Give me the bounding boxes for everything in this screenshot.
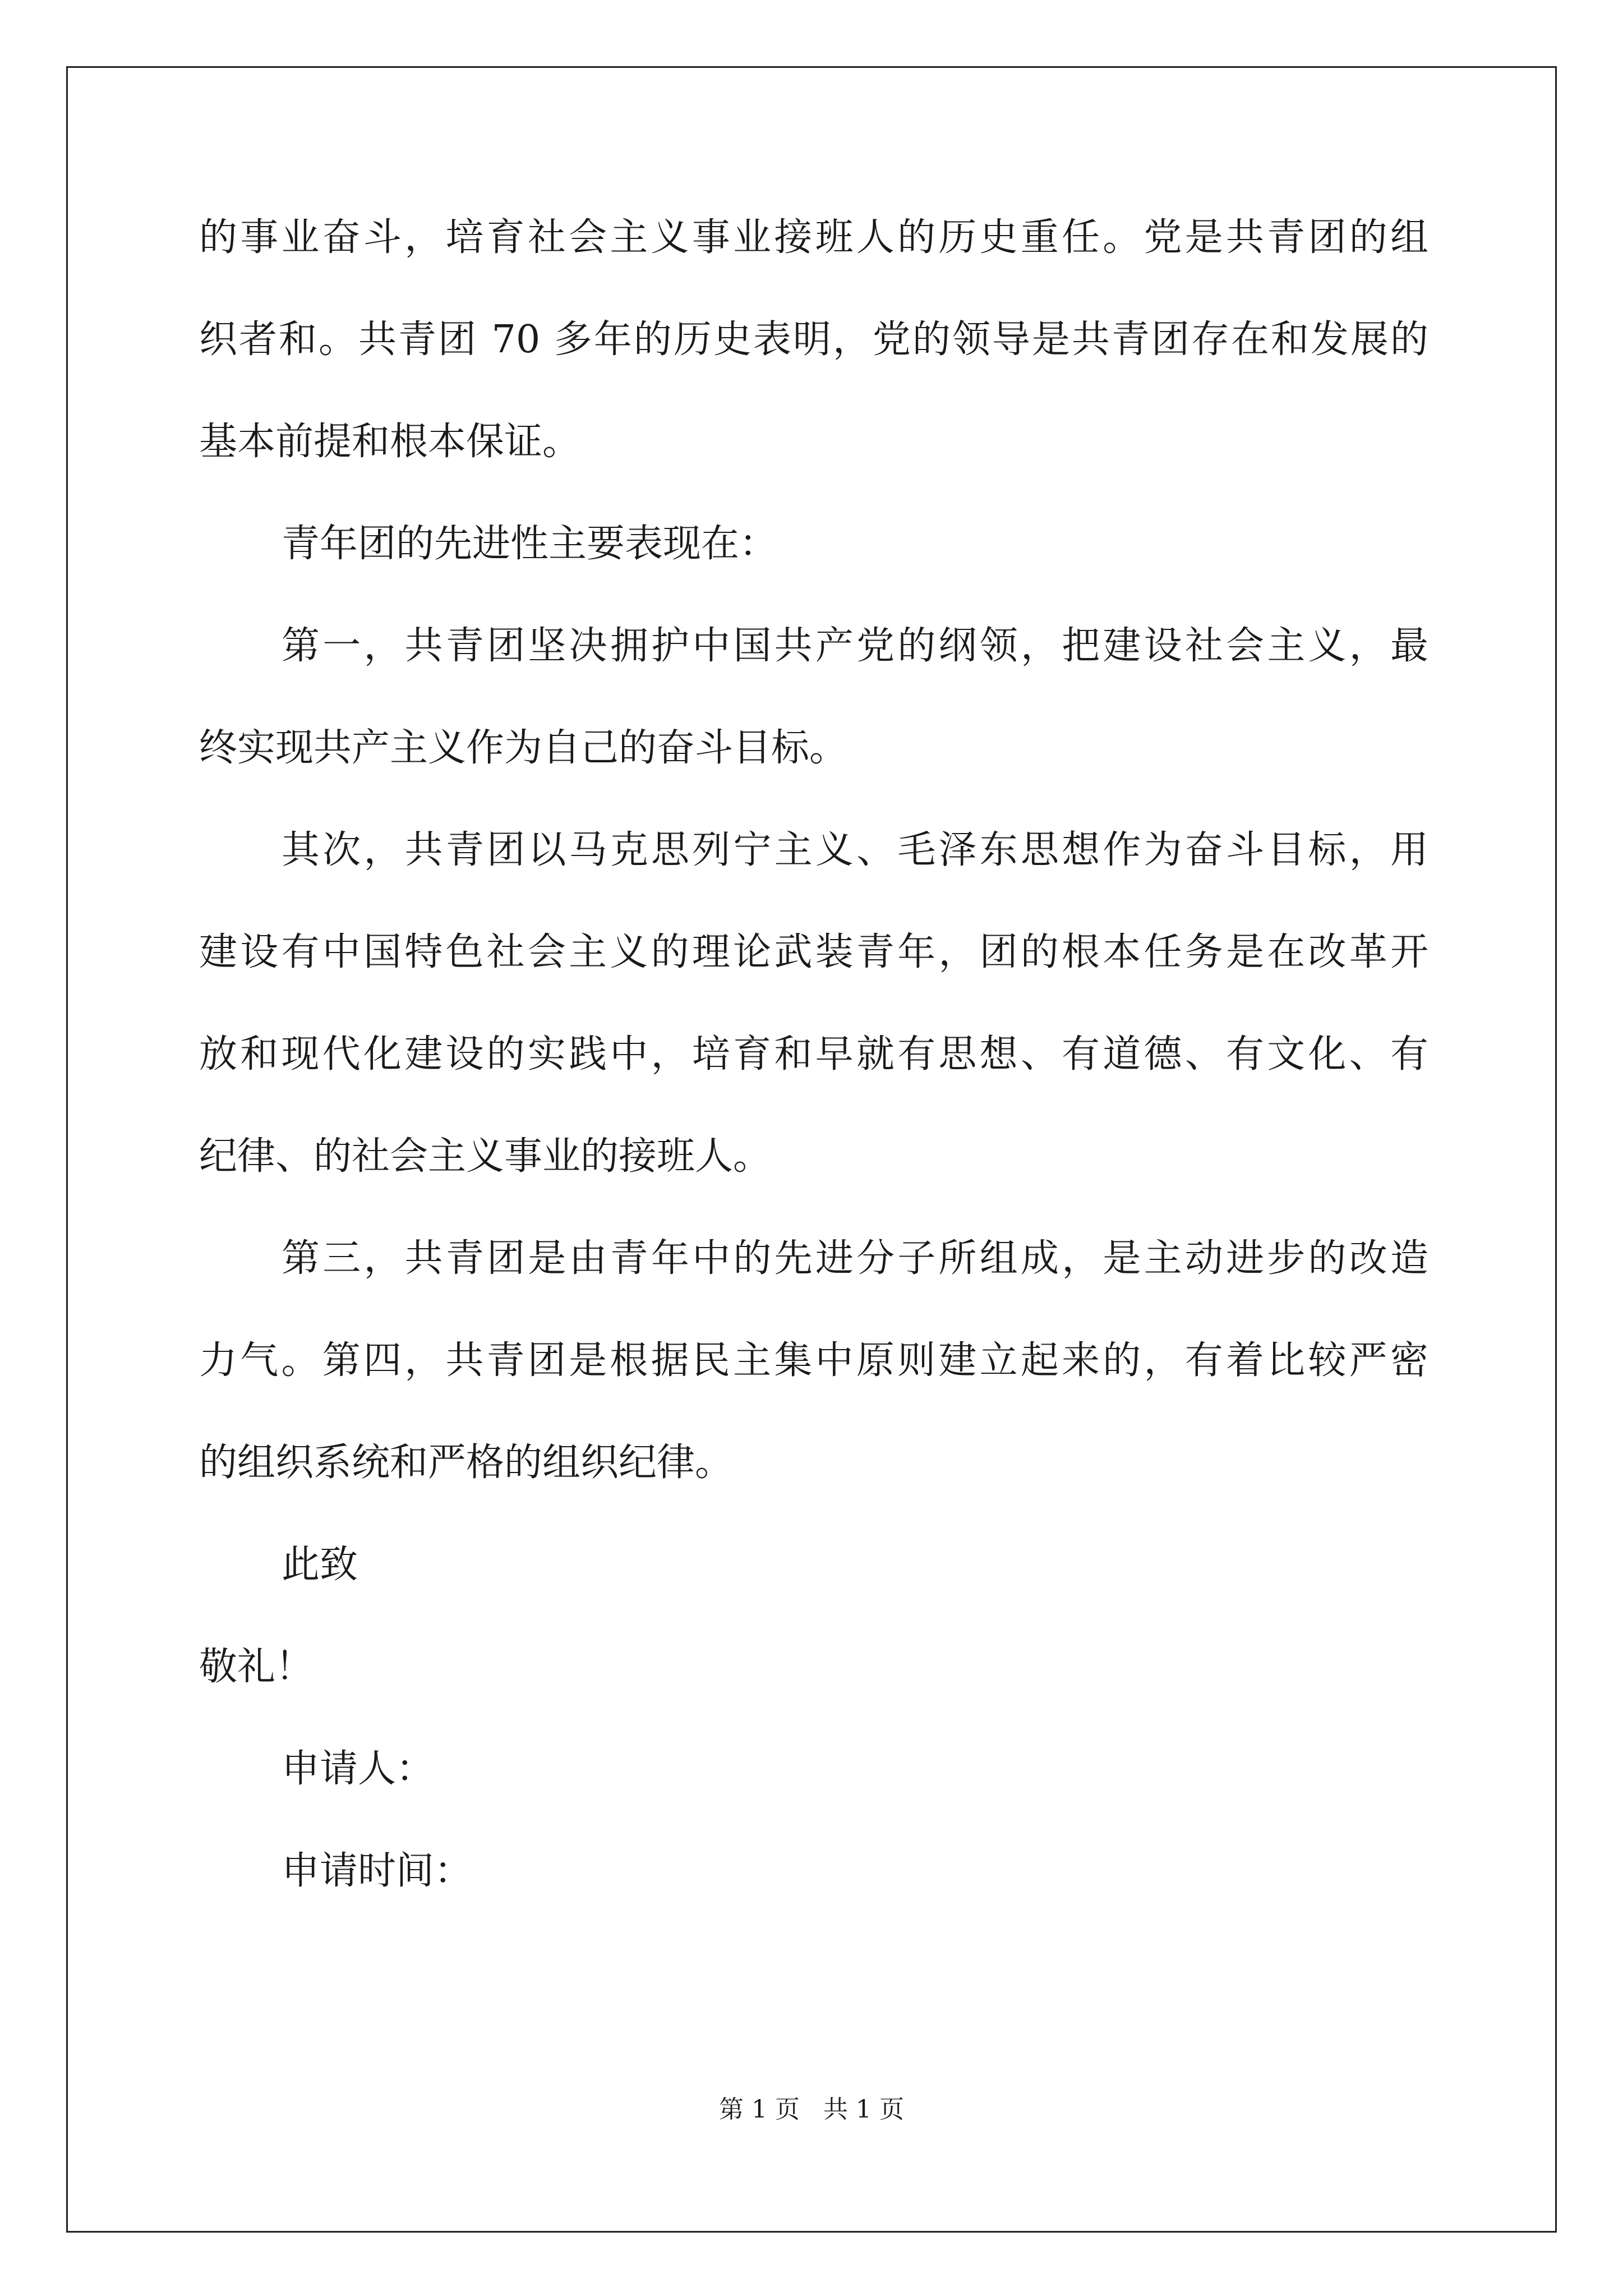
body-line: 第一，共青团坚决拥护中国共产党的纲领，把建设社会主义，最	[282, 624, 1428, 668]
body-line: 第三，共青团是由青年中的先进分子所组成，是主动进步的改造	[282, 1236, 1428, 1281]
body-line: 终实现共产主义作为自己的奋斗目标。	[199, 726, 848, 770]
applicant-label: 申请人：	[282, 1747, 435, 1791]
body-line: 其次，共青团以马克思列宁主义、毛泽东思想作为奋斗目标，用	[282, 828, 1428, 872]
application-date-label: 申请时间：	[282, 1849, 473, 1893]
body-line: 织者和。共青团 70 多年的历史表明，党的领导是共青团存在和发展的	[199, 318, 1428, 362]
body-line: 的组织系统和严格的组织纪律。	[199, 1441, 734, 1485]
body-line: 青年团的先进性主要表现在：	[282, 522, 778, 566]
body-line: 基本前提和根本保证。	[199, 420, 581, 464]
closing-regards: 敬礼！	[199, 1645, 314, 1689]
body-line: 纪律、的社会主义事业的接班人。	[199, 1134, 772, 1179]
page-footer: 第 1 页 共 1 页	[719, 2095, 904, 2124]
closing-salutation: 此致	[282, 1543, 358, 1587]
body-line: 力气。第四，共青团是根据民主集中原则建立起来的，有着比较严密	[199, 1338, 1428, 1383]
body-line: 的事业奋斗，培育社会主义事业接班人的历史重任。党是共青团的组	[199, 215, 1428, 260]
body-line: 放和现代化建设的实践中，培育和早就有思想、有道德、有文化、有	[199, 1032, 1428, 1076]
body-line: 建设有中国特色社会主义的理论武装青年，团的根本任务是在改革开	[199, 930, 1428, 974]
